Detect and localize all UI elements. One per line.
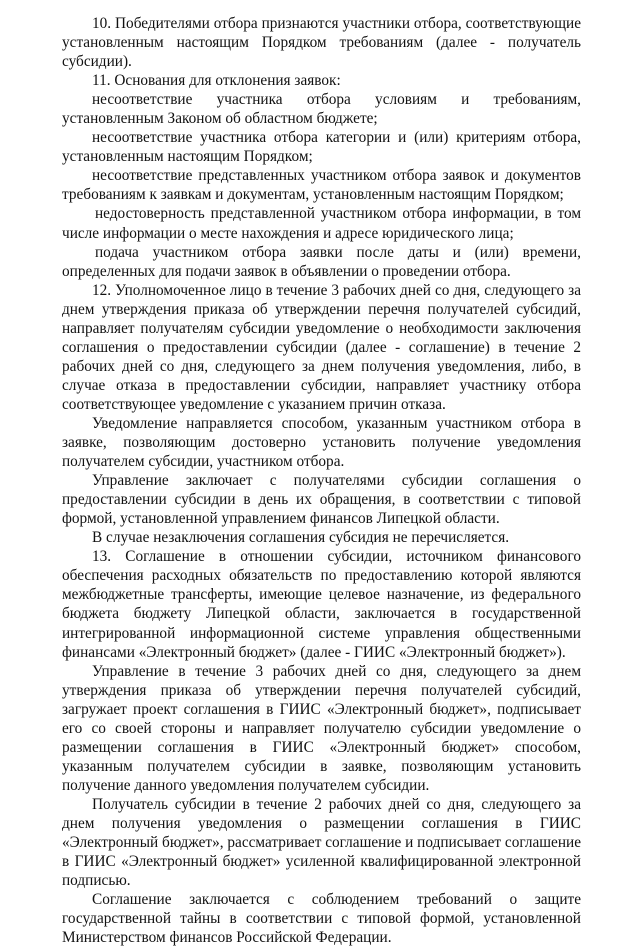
paragraph-notification-method: Уведомление направляется способом, указанным участником отбора в заявке, позволяющим достоверно установить получение уведомления получателем субсидии, участником отбора. <box>62 414 581 471</box>
paragraph-12-notification: 12. Уполномоченное лицо в течение 3 рабочих дней со дня, следующего за днем утверждения приказа об утверждении перечня получателей субсидий, направляет получателям субсидии уведомление о необходимости заключения соглашения о предоставлении субсидии (далее - соглашение) в течение 2 рабочих дней со дня, следующего за днем получения уведомления, либо, в случае отказа в предоставлении субсидии, направляет участнику отбора соответствующее уведомление с указанием причин отказа. <box>62 281 581 413</box>
paragraph-10-winners: 10. Победителями отбора признаются участники отбора, соответствующие установленным настоящим Порядком требованиям (далее - получатель субсидии). <box>62 15 581 71</box>
paragraph-recipient-signing: Получатель субсидии в течение 2 рабочих дней со дня, следующего за днем получения уведомления о размещении соглашения в ГИИС «Электронный бюджет», рассматривает соглашение и подписывает соглашение в ГИИС «Электронный бюджет» усиленной квалифицированной электронной подписью. <box>62 795 581 890</box>
rejection-ground-category: несоответствие участника отбора категории и (или) критериям отбора, установленным настоящим Порядком; <box>62 129 581 166</box>
rejection-ground-late-submission: подача участником отбора заявки после даты и (или) времени, определенных для подачи заявок в объявлении о проведении отбора. <box>62 243 581 280</box>
paragraph-state-secret: Соглашение заключается с соблюдением требований о защите государственной тайны в соответствии с типовой формой, установленной Министерством финансов Российской Федерации. <box>62 891 581 947</box>
paragraph-agreement-conclusion: Управление заключает с получателями субсидии соглашения о предоставлении субсидии в день их обращения, в соответствии с типовой формой, установленной управлением финансов Липецкой области. <box>62 472 581 528</box>
rejection-ground-false-info: недостоверность представленной участником отбора информации, в том числе информации о месте нахождения и адресе юридического лица; <box>62 205 581 242</box>
paragraph-draft-upload: Управление в течение 3 рабочих дней со дня, следующего за днем утверждения приказа об утверждении перечня получателей субсидий, загружает проект соглашения в ГИИС «Электронный бюджет», подписывает его со своей стороны и направляет получателю субсидии уведомление о размещении соглашения в ГИИС «Электронный бюджет» способом, указанным получателем субсидии в заявке, позволяющим установить получение данного уведомления получателем субсидии. <box>62 662 581 794</box>
paragraph-no-transfer: В случае незаключения соглашения субсидия не перечисляется. <box>92 529 510 547</box>
paragraph-13-electronic-budget: 13. Соглашение в отношении субсидии, источником финансового обеспечения расходных обязательств по предоставлению которой являются межбюджетные трансферты, имеющие целевое назначение, из федерального бюджета бюджету Липецкой области, заключается в государственной интегрированной информационной системе управления общественными финансами «Электронный бюджет» (далее - ГИИС «Электронный бюджет»). <box>62 548 581 661</box>
rejection-ground-conditions: несоответствие участника отбора условиям и требованиям, установленным Законом об областном бюджете; <box>62 91 581 128</box>
paragraph-11-rejection-grounds: 11. Основания для отклонения заявок: <box>92 72 341 90</box>
document-page <box>62 14 581 947</box>
rejection-ground-documents: несоответствие представленных участником отбора заявок и документов требованиям к заявкам и документам, установленным настоящим Порядком; <box>62 167 581 204</box>
